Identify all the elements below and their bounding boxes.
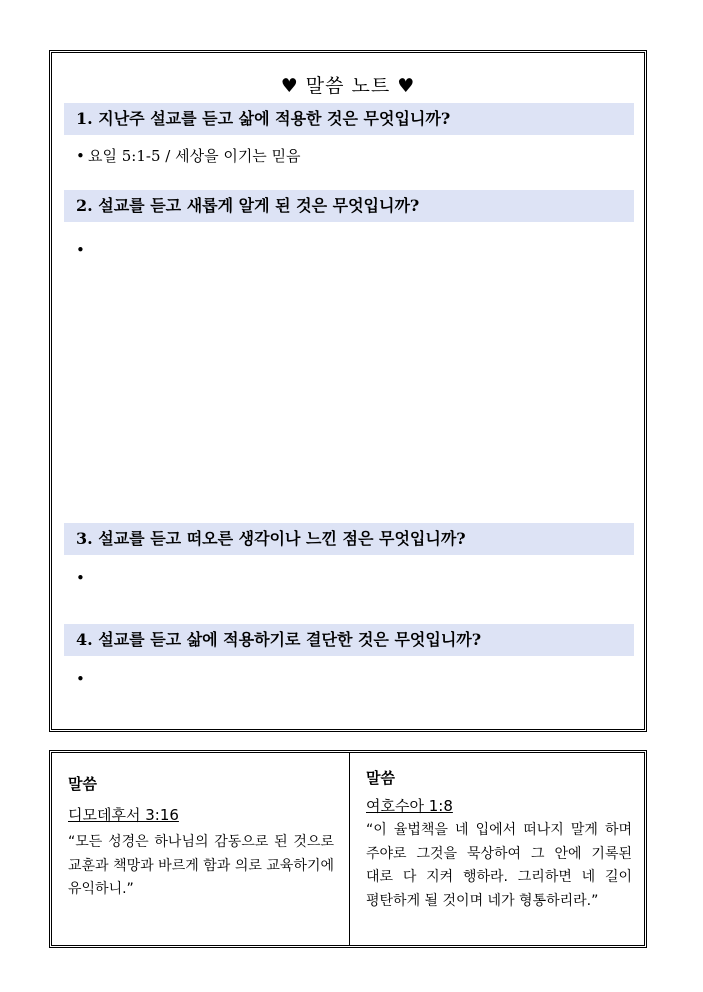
verse-left bbox=[68, 753, 336, 945]
question-3: 3. 설교를 듣고 떠오른 생각이나 느낀 점은 무엇입니까? bbox=[64, 523, 634, 555]
bullet-icon: • bbox=[76, 569, 85, 587]
bullet-icon: • bbox=[76, 147, 85, 165]
notes-title: ♥ 말씀 노트 ♥ bbox=[280, 75, 416, 97]
answer-4[interactable] bbox=[76, 670, 88, 688]
answer-3[interactable] bbox=[76, 569, 88, 587]
verse-left-reference: 디모데후서 3:16 bbox=[68, 806, 179, 824]
answer-1-text: 요일 5:1-5 / 세상을 이기는 믿음 bbox=[88, 147, 301, 165]
column-divider bbox=[349, 753, 350, 945]
verse-left-label: 말씀 bbox=[68, 775, 97, 793]
question-4: 4. 설교를 듣고 삶에 적용하기로 결단한 것은 무엇입니까? bbox=[64, 624, 634, 656]
verse-right-label: 말씀 bbox=[366, 769, 395, 787]
answer-2[interactable] bbox=[76, 241, 88, 259]
verse-right-text: “이 율법책을 네 입에서 떠나지 말게 하며 주야로 그것을 묵상하여 그 안에 기록된 대로 다 지켜 행하라. 그리하면 네 길이 평탄하게 될 것이며 네가 형통하리라.” bbox=[366, 822, 632, 909]
answer-1[interactable] bbox=[76, 145, 301, 166]
verse-left-text: “모든 성경은 하나님의 감동으로 된 것으로 교훈과 책망과 바르게 함과 의로 교육하기에 유익하니.” bbox=[68, 834, 334, 897]
bullet-icon: • bbox=[76, 241, 85, 259]
question-2: 2. 설교를 듣고 새롭게 알게 된 것은 무엇입니까? bbox=[64, 190, 634, 222]
verse-right-reference: 여호수아 1:8 bbox=[366, 797, 453, 815]
bullet-icon: • bbox=[76, 670, 85, 688]
question-1: 1. 지난주 설교를 듣고 삶에 적용한 것은 무엇입니까? bbox=[64, 103, 634, 135]
verse-right bbox=[366, 753, 634, 945]
bible-verse-box bbox=[49, 750, 647, 948]
sermon-notes-box bbox=[49, 50, 647, 732]
